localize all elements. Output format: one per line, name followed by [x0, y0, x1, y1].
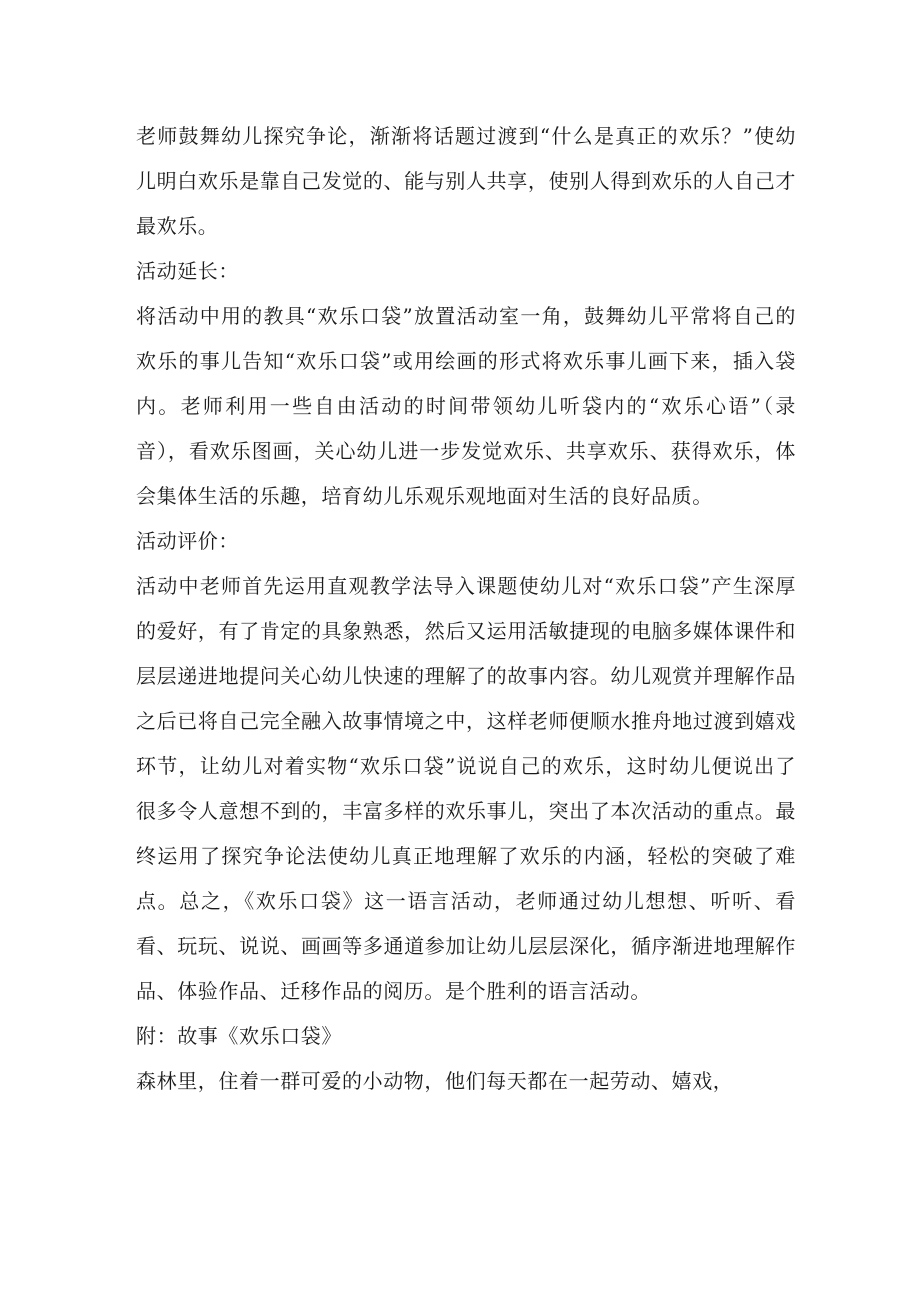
paragraph-activity-extension: 将活动中用的教具“欢乐口袋”放置活动室一角，鼓舞幼儿平常将自己的欢乐的事儿告知“欢乐口袋”或用绘画的形式将欢乐事儿画下来，插入袋内。老师利用一些自由活动的时间带领幼儿听袋内的“欢乐心语”（录音），看欢乐图画，关心幼儿进一步发觉欢乐、共享欢乐、获得欢乐，体会集体生活的乐趣，培育幼儿乐观乐观地面对生活的良好品质。 [136, 304, 796, 508]
heading-activity-extension: 活动延长： [136, 259, 239, 283]
heading-activity-evaluation: 活动评价： [136, 529, 239, 553]
document-body [136, 114, 796, 1104]
paragraph-story-opening: 森林里，住着一群可爱的小动物，他们每天都在一起劳动、嬉戏， [136, 1069, 734, 1093]
paragraph-activity-evaluation: 活动中老师首先运用直观教学法导入课题使幼儿对“欢乐口袋”产生深厚的爱好，有了肯定的具象熟悉，然后又运用活敏捷现的电脑多媒体课件和层层递进地提问关心幼儿快速的理解了的故事内容。幼儿观赏并理解作品之后已将自己完全融入故事情境之中，这样老师便顺水推舟地过渡到嬉戏环节，让幼儿对着实物“欢乐口袋”说说自己的欢乐，这时幼儿便说出了很多令人意想不到的，丰富多样的欢乐事儿，突出了本次活动的重点。最终运用了探究争论法使幼儿真正地理解了欢乐的内涵，轻松的突破了难点。总之，《欢乐口袋》这一语言活动，老师通过幼儿想想、听听、看看、玩玩、说说、画画等多通道参加让幼儿层层深化，循序渐进地理解作品、体验作品、迁移作品的阅历。是个胜利的语言活动。 [136, 574, 796, 1003]
paragraph-discussion: 老师鼓舞幼儿探究争论，渐渐将话题过渡到“什么是真正的欢乐？”使幼儿明白欢乐是靠自己发觉的、能与别人共享，使别人得到欢乐的人自己才最欢乐。 [136, 124, 796, 238]
heading-appendix-story: 附：故事《欢乐口袋》 [136, 1024, 342, 1048]
